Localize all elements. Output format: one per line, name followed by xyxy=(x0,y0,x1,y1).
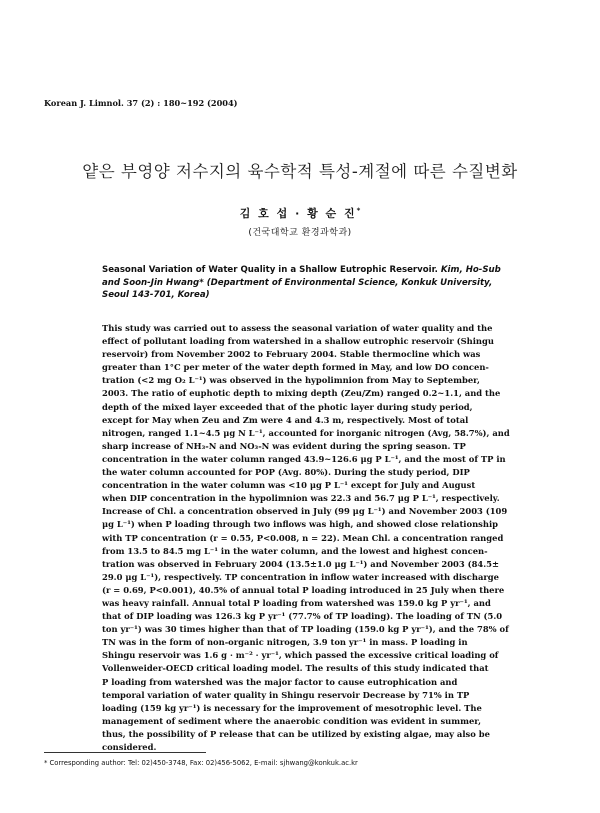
abstract-line: from 13.5 to 84.5 mg L⁻¹ in the water column, and the lowest and highest concen- xyxy=(102,545,488,556)
abstract-line: This study was carried out to assess the seasonal variation of water quality and the xyxy=(102,323,493,333)
korean-authors xyxy=(0,205,600,221)
abstract-line: 2003. The ratio of euphotic depth to mixing depth (Zeu/Zm) ranged 0.2~1.1, and the xyxy=(102,388,501,399)
abstract-line: greater than 1°C per meter of the water depth formed in May, and low DO concen- xyxy=(102,362,489,373)
abstract-line: Shingu reservoir was 1.6 g · m⁻² · yr⁻¹, which passed the excessive critical loading of xyxy=(102,650,499,661)
abstract-line: loading (159 kg yr⁻¹) is necessary for the improvement of mesotrophic level. The xyxy=(102,702,482,713)
abstract-line: TN was in the form of non-organic nitrogen, 3.9 ton yr⁻¹ in mass. P loading in xyxy=(102,637,468,648)
abstract-line: Increase of Chl. a concentration observed in July (99 μg L⁻¹) and November 2003 (109 xyxy=(102,506,508,517)
abstract-line: management of sediment where the anaerobic condition was evident in summer, xyxy=(102,715,482,726)
journal-citation: Korean J. Limnol. 37 (2) : 180~192 (2004) xyxy=(44,98,238,108)
abstract-line: effect of pollutant loading from watershed in a shallow eutrophic reservoir (Shingu xyxy=(102,336,494,347)
abstract-line: 29.0 μg L⁻¹), respectively. TP concentration in inflow water increased with discharge xyxy=(102,571,499,582)
abstract-line: thus, the possibility of P release that can be utilized by existing algae, may also be xyxy=(102,728,490,739)
abstract-line: (r = 0.69, P<0.001), 40.5% of annual total P loading introduced in 25 July when there xyxy=(102,584,505,595)
abstract-line: tration (<2 mg O₂ L⁻¹) was observed in the hypolimnion from May to September, xyxy=(102,375,480,386)
english-title-block xyxy=(102,264,520,302)
abstract-line: tration was observed in February 2004 (13.5±1.0 μg L⁻¹) and November 2003 (84.5± xyxy=(102,558,500,569)
english-title: Seasonal Variation of Water Quality in a Shallow Eutrophic Reservoir. xyxy=(102,265,438,275)
abstract-line: ton yr⁻¹) was 30 times higher than that of TP loading (159.0 kg P yr⁻¹), and the 78% of xyxy=(102,624,509,635)
abstract-line: depth of the mixed layer exceeded that of the photic layer during study period, xyxy=(102,401,473,412)
corresponding-author-footnote: * Corresponding author: Tel: 02)450-3748, Fax: 02)456-5062, E-mail: sjhwang@konkuk.ac.kr xyxy=(44,759,358,767)
english-affiliation: (Department of Environmental Science, Konkuk University, Seoul 143-701, Korea) xyxy=(102,277,493,301)
abstract-line: Vollenweider-OECD critical loading model. The results of this study indicated that xyxy=(102,663,489,674)
abstract-line: temporal variation of water quality in Shingu reservoir Decrease by 71% in TP xyxy=(102,689,470,700)
korean-affiliation: (건국대학교 환경과학과) xyxy=(248,228,352,238)
abstract-line: P loading from watershed was the major factor to cause eutrophication and xyxy=(102,676,458,687)
corresponding-mark: * xyxy=(356,206,361,215)
abstract-line: reservoir) from November 2002 to February 2004. Stable thermocline which was xyxy=(102,349,481,360)
abstract-line: was heavy rainfall. Annual total P loading from watershed was 159.0 kg P yr⁻¹, and xyxy=(102,597,491,608)
abstract-line: nitrogen, ranged 1.1~4.5 μg N L⁻¹, accounted for inorganic nitrogen (Avg, 58.7%), and xyxy=(102,427,510,438)
english-authors: Kim, Ho-Sub and Soon-Jin Hwang* xyxy=(102,265,501,288)
abstract-line: the water column accounted for POP (Avg. 80%). During the study period, DIP xyxy=(102,467,470,478)
abstract-body xyxy=(102,322,520,754)
author-names: 김 호 섭 · 황 순 진 xyxy=(239,207,357,220)
abstract-line: when DIP concentration in the hypolimnion was 22.3 and 56.7 μg P L⁻¹, respectively. xyxy=(102,493,500,504)
abstract-line: μg L⁻¹) when P loading through two inflows was high, and showed close relationship xyxy=(102,519,499,530)
abstract-line: concentration in the water column ranged 43.9~126.6 μg P L⁻¹, and the most of TP in xyxy=(102,453,506,464)
abstract-line: concentration in the water column was <10 μg P L⁻¹ except for July and August xyxy=(102,480,476,491)
footnote-divider xyxy=(44,752,206,753)
abstract-line: with TP concentration (r = 0.55, P<0.008, n = 22). Mean Chl. a concentration ranged xyxy=(102,532,504,543)
abstract-line: sharp increase of NH₃-N and NO₃-N was evident during the spring season. TP xyxy=(102,440,466,451)
abstract-line: except for May when Zeu and Zm were 4 and 4.3 m, respectively. Most of total xyxy=(102,414,469,425)
abstract-line: that of DIP loading was 126.3 kg P yr⁻¹ (77.7% of TP loading). The loading of TN (5.0 xyxy=(102,611,503,622)
abstract-line: considered. xyxy=(102,742,157,752)
korean-title: 얕은 부영양 저수지의 육수학적 특성-계절에 따른 수질변화 xyxy=(82,162,518,181)
